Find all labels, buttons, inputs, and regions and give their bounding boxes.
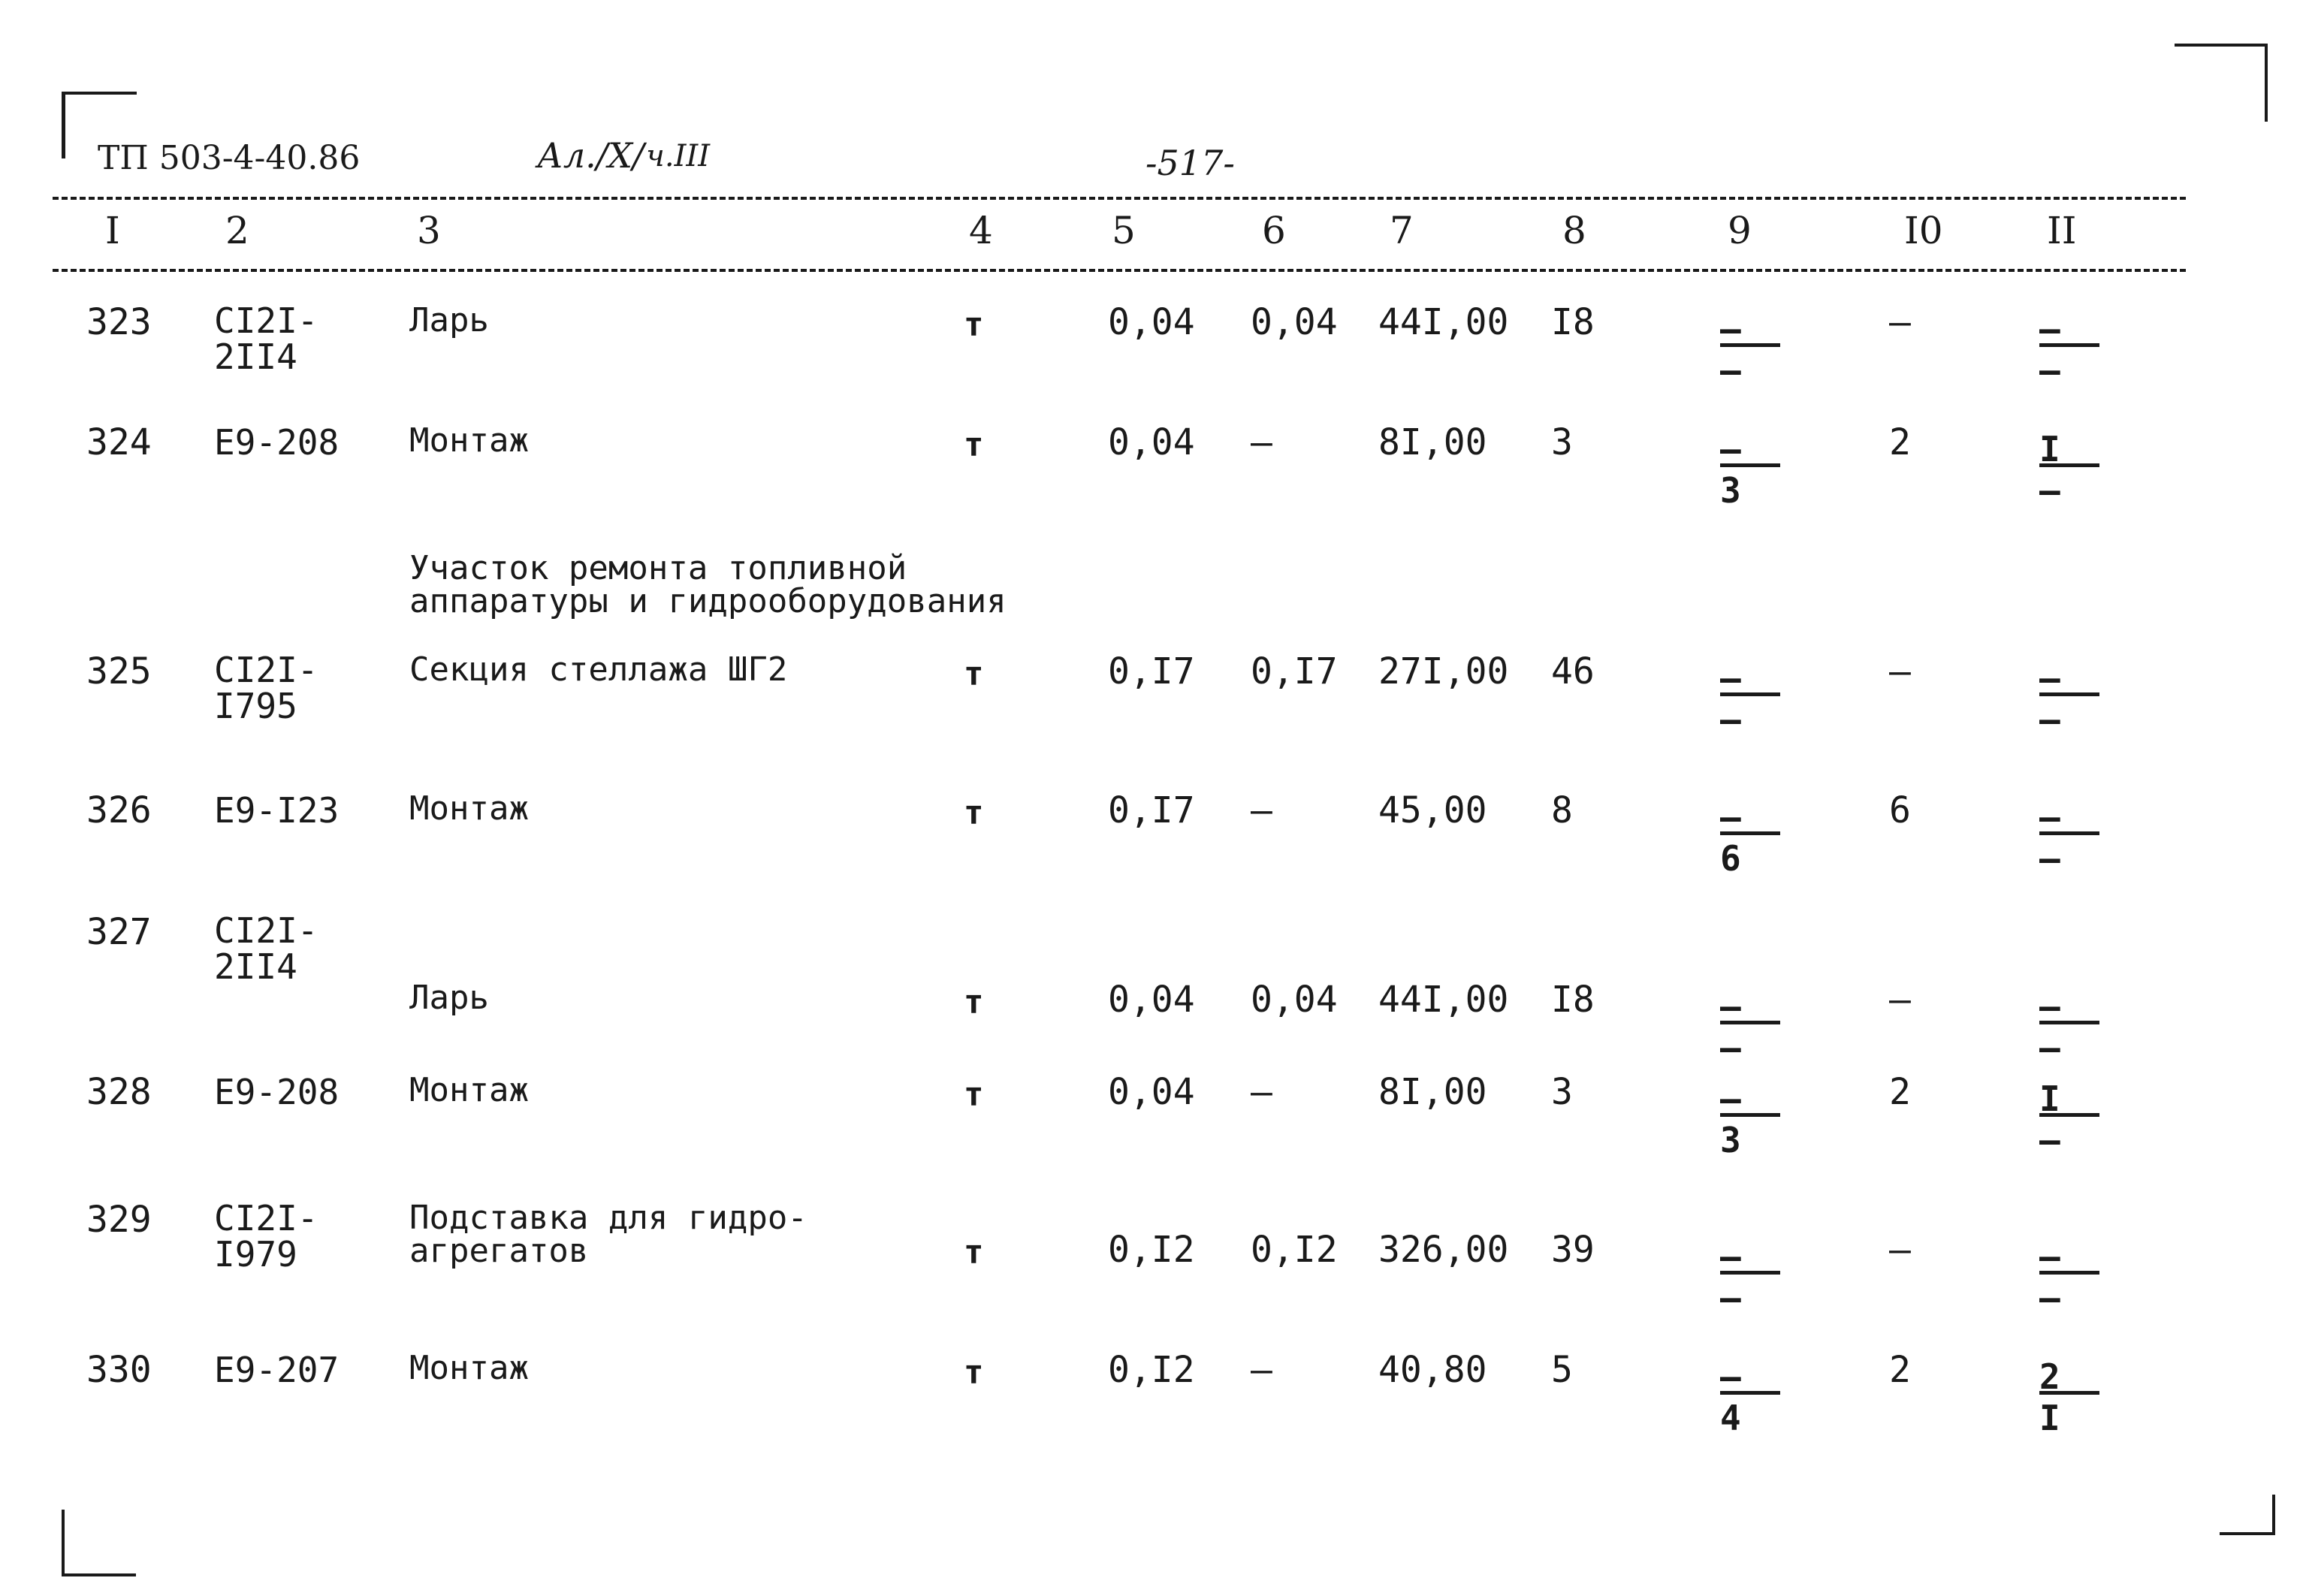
row-unit: т <box>964 794 984 832</box>
album-label: Ал./X/ <box>537 135 644 176</box>
column-number-9: 9 <box>1728 209 1752 252</box>
row-col9-fraction <box>1720 658 1788 740</box>
column-number-3: 3 <box>417 209 441 252</box>
row-code: E9-208 <box>214 422 340 463</box>
row-col8: 39 <box>1551 1229 1595 1271</box>
row-col10: – <box>1889 979 1911 1021</box>
row-unit: т <box>964 1076 984 1114</box>
row-col7: 8I,00 <box>1378 421 1487 463</box>
row-col9-fraction <box>1720 1356 1788 1438</box>
row-col9-fraction-numerator: – <box>1720 658 1741 698</box>
row-col11-fraction-denominator: – <box>2039 1278 2060 1318</box>
row-col11-fraction-numerator: – <box>2039 1236 2060 1277</box>
column-number-11: II <box>2047 209 2077 252</box>
row-col6: – <box>1251 789 1272 831</box>
row-col11-fraction <box>2039 1356 2107 1438</box>
column-number-7: 7 <box>1390 209 1414 252</box>
row-col5: 0,04 <box>1108 979 1195 1021</box>
row-col7: 8I,00 <box>1378 1071 1487 1113</box>
row-col6: 0,I7 <box>1251 650 1338 692</box>
row-col9-fraction-denominator: 6 <box>1720 838 1741 879</box>
table-row <box>0 1349 2306 1465</box>
row-col9-fraction-numerator: – <box>1720 429 1741 469</box>
row-col8: 5 <box>1551 1349 1573 1391</box>
row-unit: т <box>964 1353 984 1392</box>
row-col11-fraction-denominator: – <box>2039 1120 2060 1160</box>
row-unit: т <box>964 655 984 693</box>
column-number-1: I <box>105 209 120 252</box>
row-col9-fraction-numerator: – <box>1720 797 1741 837</box>
row-col8: 3 <box>1551 421 1573 463</box>
row-col11-fraction-numerator: – <box>2039 797 2060 837</box>
corner-bottom-right <box>2220 1495 2275 1535</box>
row-col11-fraction-numerator: – <box>2039 309 2060 349</box>
row-col9-fraction-denominator: 4 <box>1720 1398 1741 1438</box>
row-col7: 326,00 <box>1378 1229 1509 1271</box>
column-number-8: 8 <box>1562 209 1586 252</box>
row-col7: 40,80 <box>1378 1349 1487 1391</box>
row-col9-fraction <box>1720 429 1788 511</box>
row-col9-fraction <box>1720 797 1788 879</box>
row-col9-fraction-denominator: 3 <box>1720 470 1741 511</box>
row-name: Монтаж <box>409 1349 529 1387</box>
column-number-4: 4 <box>969 209 993 252</box>
row-col11-fraction <box>2039 797 2107 879</box>
row-col9-fraction <box>1720 986 1788 1068</box>
row-col8: 8 <box>1551 789 1573 831</box>
row-number: 325 <box>86 650 152 692</box>
row-col10: 2 <box>1889 1071 1911 1113</box>
row-col9-fraction-denominator: – <box>1720 350 1741 391</box>
table-row <box>0 1071 2306 1187</box>
row-col10: – <box>1889 301 1911 343</box>
row-number: 330 <box>86 1349 152 1391</box>
row-number: 328 <box>86 1071 152 1113</box>
row-col10: – <box>1889 650 1911 692</box>
row-col5: 0,04 <box>1108 301 1195 343</box>
row-unit: т <box>964 983 984 1021</box>
row-name: Подставка для гидро- агрегатов <box>409 1199 807 1270</box>
row-code: E9-208 <box>214 1072 340 1112</box>
row-col9-fraction-numerator: – <box>1720 1079 1741 1119</box>
row-col7: 27I,00 <box>1378 650 1509 692</box>
table-row <box>0 421 2306 537</box>
row-number: 329 <box>86 1199 152 1241</box>
row-name: Монтаж <box>409 1071 529 1109</box>
row-col6: – <box>1251 421 1272 463</box>
corner-bottom-left <box>62 1510 136 1576</box>
row-col9-fraction-denominator: 3 <box>1720 1120 1741 1160</box>
row-col11-fraction <box>2039 309 2107 391</box>
row-col7: 45,00 <box>1378 789 1487 831</box>
row-col9-fraction-numerator: – <box>1720 1356 1741 1397</box>
row-col9-fraction-numerator: – <box>1720 309 1741 349</box>
row-name: Ларь <box>409 979 489 1017</box>
row-unit: т <box>964 306 984 344</box>
row-code: CI2I- I979 <box>214 1198 318 1275</box>
row-col5: 0,I7 <box>1108 789 1195 831</box>
row-col11-fraction-denominator: – <box>2039 1027 2060 1068</box>
row-code: E9-207 <box>214 1350 340 1390</box>
column-number-6: 6 <box>1262 209 1286 252</box>
row-col8: 3 <box>1551 1071 1573 1113</box>
row-number: 327 <box>86 911 152 953</box>
page-number: -517- <box>1145 143 1235 183</box>
row-col11-fraction-numerator: – <box>2039 658 2060 698</box>
row-number: 323 <box>86 301 152 343</box>
row-name: Ларь <box>409 301 489 339</box>
row-code: E9-I23 <box>214 790 340 831</box>
row-name: Секция стеллажа ШГ2 <box>409 650 788 689</box>
corner-top-right <box>2175 44 2268 122</box>
table-row <box>0 1198 2306 1318</box>
document-code: ТП 503-4-40.86 <box>98 139 361 177</box>
row-col10: 2 <box>1889 421 1911 463</box>
row-col11-fraction-denominator: – <box>2039 838 2060 879</box>
table-row <box>0 300 2306 417</box>
row-col9-fraction <box>1720 309 1788 391</box>
row-col9-fraction-denominator: – <box>1720 1027 1741 1068</box>
row-col11-fraction <box>2039 658 2107 740</box>
row-col5: 0,04 <box>1108 1071 1195 1113</box>
row-unit: т <box>964 1233 984 1272</box>
row-col11-fraction-denominator: – <box>2039 470 2060 511</box>
row-code: CI2I- 2II4 <box>214 910 318 987</box>
row-col8: I8 <box>1551 979 1595 1021</box>
column-number-10: I0 <box>1904 209 1943 252</box>
row-col7: 44I,00 <box>1378 979 1509 1021</box>
section-title: Участок ремонта топливной аппаратуры и гидрооборудования <box>409 549 1007 620</box>
header-rule-top <box>53 197 2186 200</box>
row-col8: I8 <box>1551 301 1595 343</box>
row-col11-fraction-numerator: I <box>2039 1079 2060 1119</box>
table-row <box>0 650 2306 766</box>
row-col11-fraction-denominator: – <box>2039 350 2060 391</box>
row-col11-fraction <box>2039 986 2107 1068</box>
row-col6: 0,04 <box>1251 301 1338 343</box>
row-col11-fraction-denominator: I <box>2039 1398 2060 1438</box>
part-label: ч.III <box>646 139 710 173</box>
row-col9-fraction-numerator: – <box>1720 986 1741 1027</box>
row-col6: 0,04 <box>1251 979 1338 1021</box>
row-name: Монтаж <box>409 421 529 460</box>
row-number: 324 <box>86 421 152 463</box>
row-col11-fraction-numerator: – <box>2039 986 2060 1027</box>
column-number-5: 5 <box>1112 209 1136 252</box>
row-col9-fraction <box>1720 1079 1788 1160</box>
table-row <box>0 789 2306 905</box>
row-col5: 0,I2 <box>1108 1229 1195 1271</box>
row-col11-fraction <box>2039 429 2107 511</box>
table-row <box>0 910 2306 1068</box>
row-col8: 46 <box>1551 650 1595 692</box>
row-col11-fraction <box>2039 1079 2107 1160</box>
row-col7: 44I,00 <box>1378 301 1509 343</box>
row-col5: 0,I7 <box>1108 650 1195 692</box>
row-col6: 0,I2 <box>1251 1229 1338 1271</box>
header-rule-bottom <box>53 269 2186 272</box>
row-col6: – <box>1251 1349 1272 1391</box>
row-col6: – <box>1251 1071 1272 1113</box>
row-number: 326 <box>86 789 152 831</box>
row-col11-fraction-denominator: – <box>2039 699 2060 740</box>
row-col11-fraction <box>2039 1236 2107 1318</box>
row-unit: т <box>964 426 984 464</box>
row-col9-fraction <box>1720 1236 1788 1318</box>
row-col10: 2 <box>1889 1349 1911 1391</box>
row-name: Монтаж <box>409 789 529 828</box>
row-col5: 0,04 <box>1108 421 1195 463</box>
row-col5: 0,I2 <box>1108 1349 1195 1391</box>
row-col11-fraction-numerator: I <box>2039 429 2060 469</box>
row-col10: 6 <box>1889 789 1911 831</box>
row-col9-fraction-denominator: – <box>1720 699 1741 740</box>
row-code: CI2I- 2II4 <box>214 300 318 377</box>
row-col9-fraction-denominator: – <box>1720 1278 1741 1318</box>
row-col10: – <box>1889 1229 1911 1271</box>
column-number-2: 2 <box>225 209 249 252</box>
row-col9-fraction-numerator: – <box>1720 1236 1741 1277</box>
row-code: CI2I- I795 <box>214 650 318 726</box>
row-col11-fraction-numerator: 2 <box>2039 1356 2060 1397</box>
